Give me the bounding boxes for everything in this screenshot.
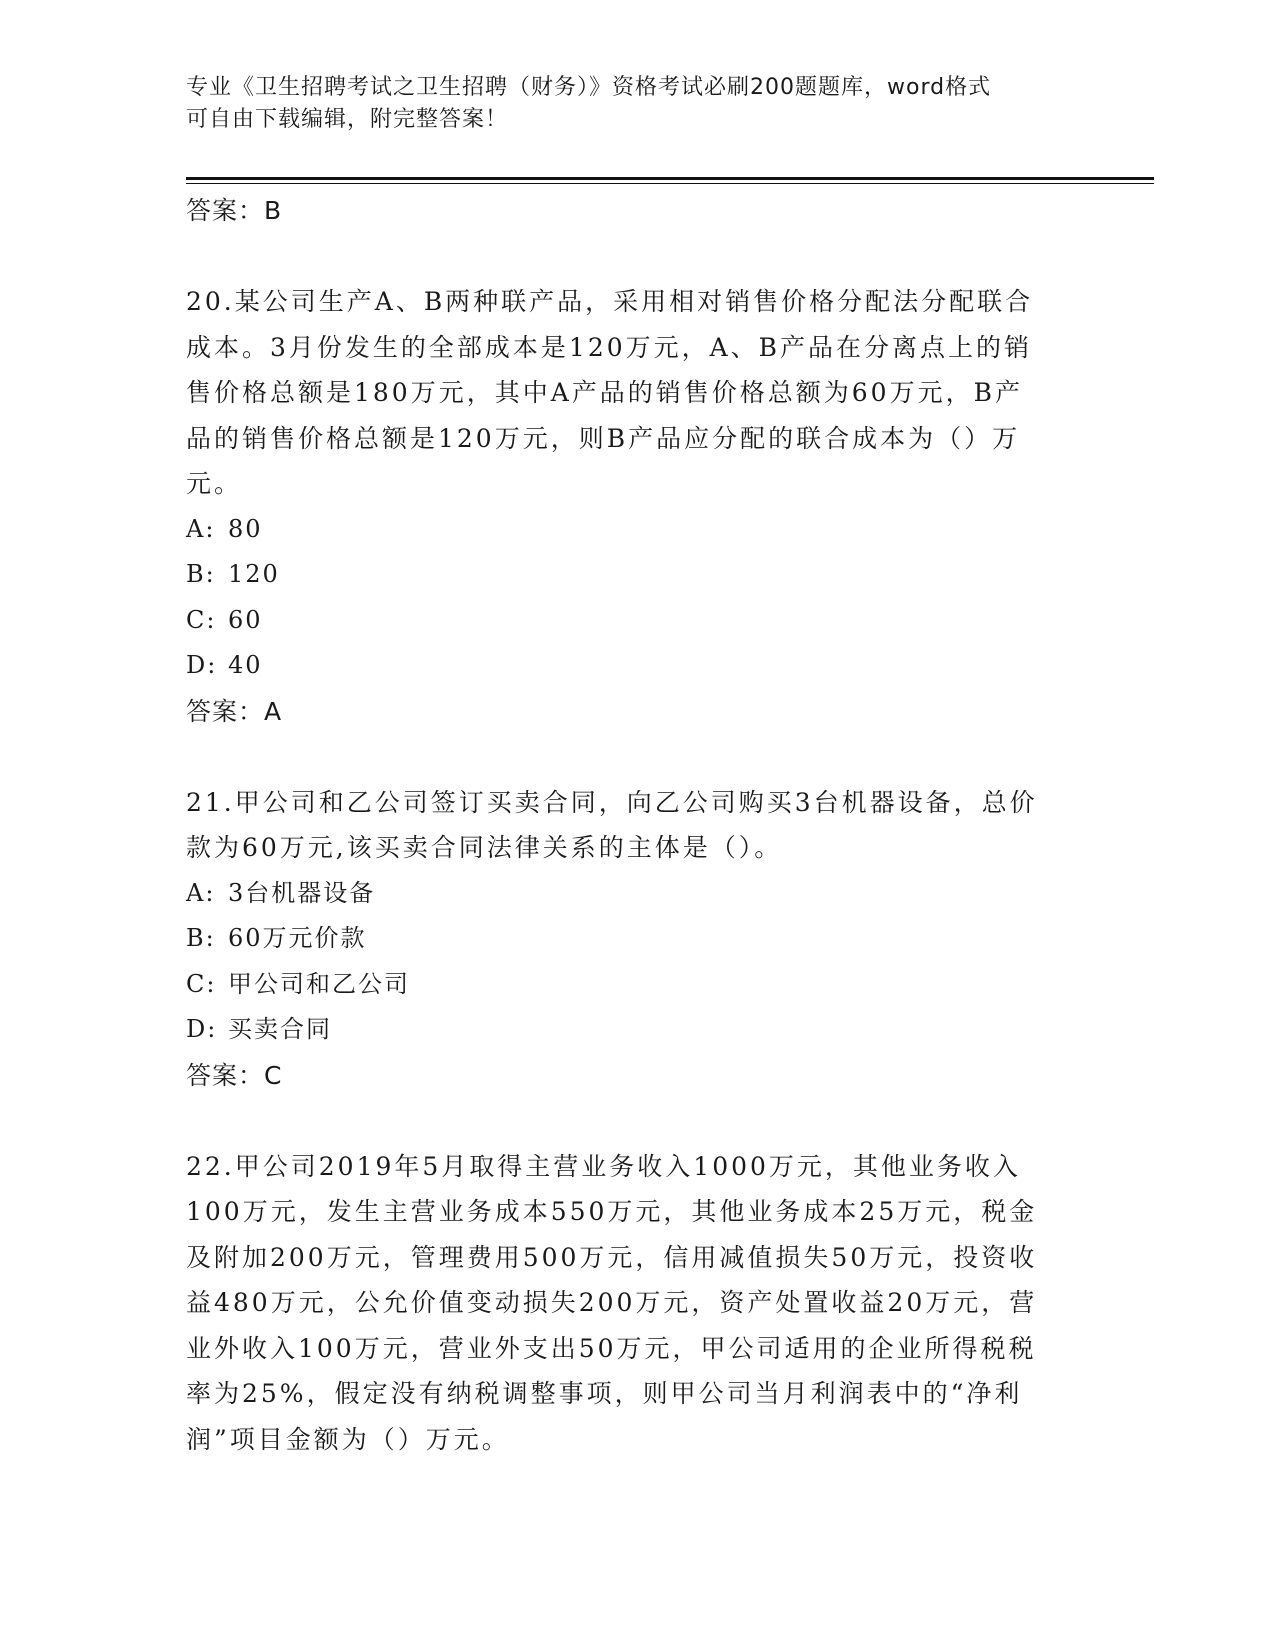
question-answer: 答案：C xyxy=(186,1060,283,1090)
option-letter: B: xyxy=(186,560,216,588)
option-letter: A: xyxy=(186,514,216,543)
option-c xyxy=(186,598,1076,644)
option-a xyxy=(186,507,1076,553)
option-text: 80 xyxy=(228,514,263,543)
question-stem-line: 20.某公司生产A、B两种联产品，采用相对销售价格分配法分配联合 xyxy=(186,287,1034,316)
option-letter: D: xyxy=(186,651,218,679)
header-divider-thin xyxy=(186,183,1154,184)
option-letter: C: xyxy=(186,605,217,634)
option-text: 60万元价款 xyxy=(228,924,367,952)
option-letter: D: xyxy=(186,1015,218,1043)
header-line-1: 专业《卫生招聘考试之卫生招聘（财务）》资格考试必刷200题题库，word格式 xyxy=(186,75,992,100)
option-d xyxy=(186,1007,1076,1053)
option-text: 40 xyxy=(228,651,263,679)
option-text: 120 xyxy=(228,560,280,588)
option-letter: A: xyxy=(186,878,216,907)
question-stem-line: 率为25%，假定没有纳税调整事项，则甲公司当月利润表中的“净利 xyxy=(186,1379,1023,1408)
page-header xyxy=(186,72,1066,136)
question-22 xyxy=(186,1144,1076,1463)
question-21 xyxy=(186,780,1076,1098)
question-stem-line: 21.甲公司和乙公司签订买卖合同，向乙公司购买3台机器设备，总价 xyxy=(186,787,1038,817)
question-stem-line: 售价格总额是180万元，其中A产品的销售价格总额为60万元，B产 xyxy=(186,378,1023,407)
option-c xyxy=(186,962,1076,1008)
option-d xyxy=(186,643,1076,689)
header-line-2: 可自由下载编辑，附完整答案！ xyxy=(186,107,509,132)
option-text: 甲公司和乙公司 xyxy=(228,969,410,998)
question-stem-line: 22.甲公司2019年5月取得主营业务收入1000万元，其他业务收入 xyxy=(186,1151,1021,1181)
option-text: 买卖合同 xyxy=(228,1015,332,1043)
option-letter: B: xyxy=(186,924,216,952)
question-stem-line: 及附加200万元，管理费用500万元，信用减值损失50万元，投资收 xyxy=(186,1242,1038,1272)
header-divider-thick xyxy=(186,177,1154,180)
option-letter: C: xyxy=(186,969,217,998)
question-stem-line: 润”项目金额为（）万元。 xyxy=(186,1424,510,1454)
question-content xyxy=(186,188,1076,1462)
option-text: 3台机器设备 xyxy=(228,878,376,907)
question-stem-line: 益480万元，公允价值变动损失200万元，资产处置收益20万元，营 xyxy=(186,1288,1038,1317)
previous-answer: 答案：B xyxy=(186,196,283,225)
option-text: 60 xyxy=(228,605,263,634)
question-stem-line: 业外收入100万元，营业外支出50万元，甲公司适用的企业所得税税 xyxy=(186,1333,1037,1363)
question-stem-line: 款为60万元,该买卖合同法律关系的主体是（）。 xyxy=(186,833,783,862)
option-a xyxy=(186,871,1076,917)
question-stem-line: 100万元，发生主营业务成本550万元，其他业务成本25万元，税金 xyxy=(186,1197,1038,1226)
question-stem-line: 元。 xyxy=(186,469,243,498)
spacer xyxy=(186,1098,1076,1144)
question-stem-line: 品的销售价格总额是120万元，则B产品应分配的联合成本为（）万 xyxy=(186,423,1021,453)
question-answer: 答案：A xyxy=(186,696,283,726)
option-b xyxy=(186,552,1076,598)
question-stem-line: 成本。3月份发生的全部成本是120万元，A、B产品在分离点上的销 xyxy=(186,332,1033,362)
question-20 xyxy=(186,279,1076,734)
spacer xyxy=(186,734,1076,780)
option-b xyxy=(186,916,1076,962)
spacer xyxy=(186,233,1076,279)
